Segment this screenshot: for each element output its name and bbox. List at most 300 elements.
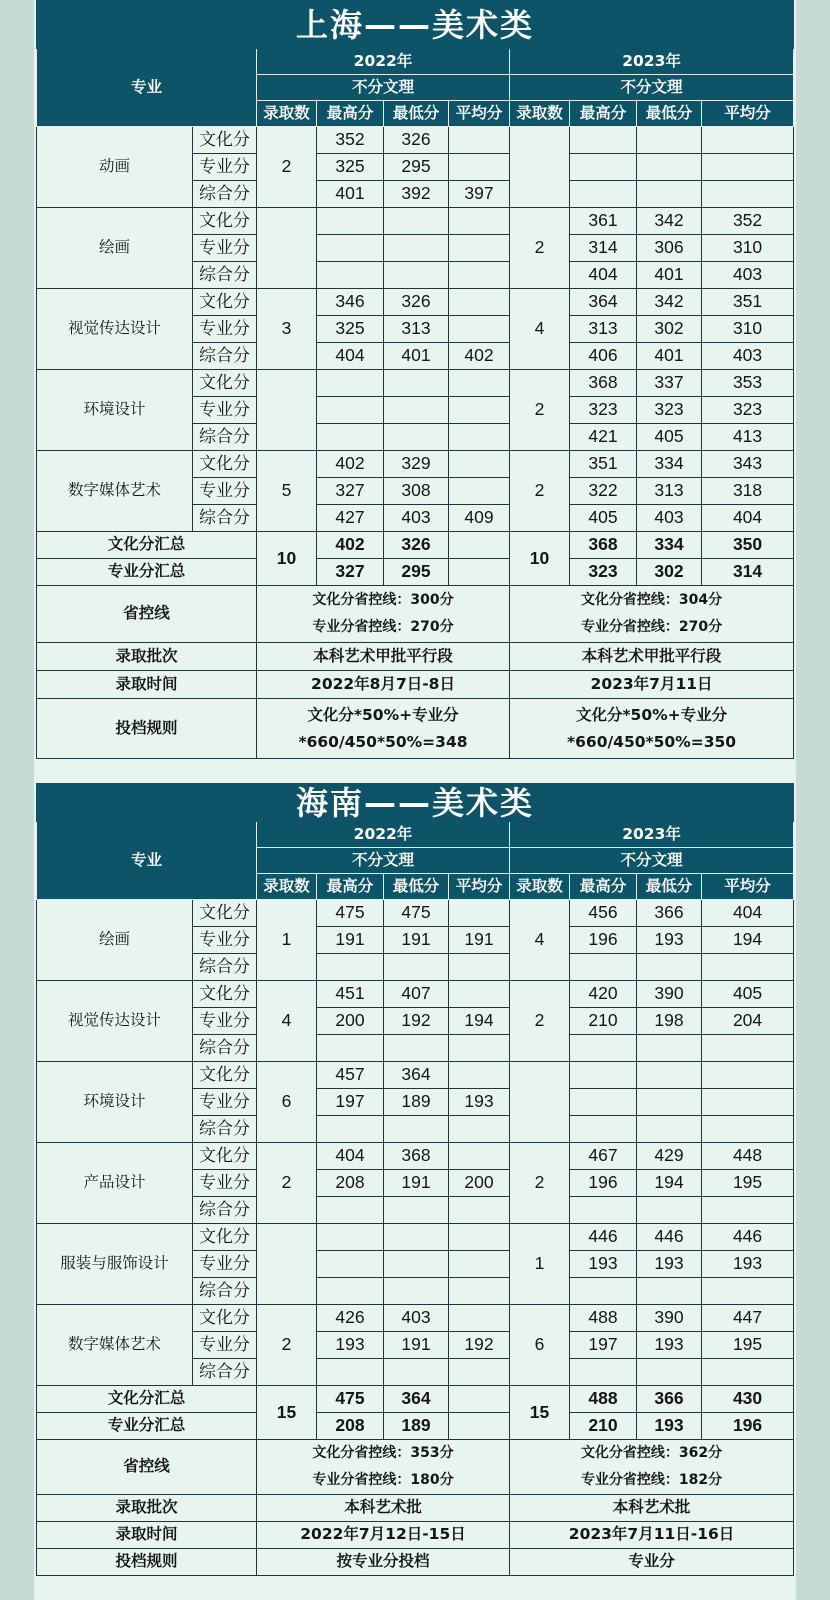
score-type-label: 文化分 [193, 1305, 257, 1332]
score-avg [449, 1251, 510, 1278]
admit-count: 1 [257, 900, 317, 981]
score-avg [449, 900, 510, 927]
admit-count: 1 [510, 1224, 570, 1305]
summary-score: 189 [384, 1413, 449, 1440]
score-max: 427 [317, 505, 384, 532]
score-min: 366 [637, 900, 702, 927]
summary-count: 10 [257, 532, 317, 586]
score-min [637, 127, 702, 154]
no-split-2022: 不分文理 [257, 848, 510, 874]
major-name: 数字媒体艺术 [37, 451, 193, 532]
score-avg [702, 1278, 794, 1305]
table-title: 上海——美术类 [37, 1, 794, 49]
control-line-2022-line-2: 专业分省控线：180分 [312, 1472, 454, 1488]
score-avg: 193 [702, 1251, 794, 1278]
col-avg-2023: 平均分 [702, 874, 794, 900]
score-max: 404 [570, 262, 637, 289]
admit-count: 6 [510, 1305, 570, 1386]
score-max: 193 [570, 1251, 637, 1278]
score-max: 323 [570, 397, 637, 424]
score-min: 390 [637, 1305, 702, 1332]
score-avg: 195 [702, 1332, 794, 1359]
summary-score: 475 [317, 1386, 384, 1413]
year-2023-header: 2023年 [510, 822, 794, 848]
score-avg: 192 [449, 1332, 510, 1359]
col-min-2023: 最低分 [637, 101, 702, 127]
score-min: 194 [637, 1170, 702, 1197]
score-min: 401 [637, 262, 702, 289]
score-min [384, 954, 449, 981]
score-type-label: 文化分 [193, 289, 257, 316]
score-avg [702, 954, 794, 981]
score-max: 197 [570, 1332, 637, 1359]
summary-score: 295 [384, 559, 449, 586]
score-max [317, 1224, 384, 1251]
score-max [570, 1062, 637, 1089]
control-line-2022-line-1: 文化分省控线：300分 [312, 592, 454, 608]
score-type-label: 综合分 [193, 505, 257, 532]
score-max: 404 [317, 343, 384, 370]
score-min [637, 154, 702, 181]
score-type-label: 专业分 [193, 1008, 257, 1035]
score-max [317, 262, 384, 289]
score-min [637, 1062, 702, 1089]
control-line-2022 [257, 1440, 510, 1495]
score-avg [702, 1116, 794, 1143]
score-type-label: 文化分 [193, 208, 257, 235]
score-min: 364 [384, 1062, 449, 1089]
score-max: 364 [570, 289, 637, 316]
score-max: 197 [317, 1089, 384, 1116]
score-min: 306 [637, 235, 702, 262]
summary-score: 327 [317, 559, 384, 586]
score-min: 313 [637, 478, 702, 505]
score-min: 390 [637, 981, 702, 1008]
score-avg: 402 [449, 343, 510, 370]
score-avg: 194 [702, 927, 794, 954]
score-avg [449, 127, 510, 154]
score-max: 402 [317, 451, 384, 478]
score-min: 401 [637, 343, 702, 370]
score-max [570, 1278, 637, 1305]
summary-score: 488 [570, 1386, 637, 1413]
score-avg [449, 235, 510, 262]
score-max [570, 1197, 637, 1224]
score-min [384, 1251, 449, 1278]
batch-2022: 本科艺术甲批平行段 [257, 643, 510, 671]
summary-score: 402 [317, 532, 384, 559]
col-min-2022: 最低分 [384, 874, 449, 900]
score-min [637, 1197, 702, 1224]
score-type-label: 综合分 [193, 1197, 257, 1224]
shanghai-art-admission-table [36, 0, 794, 759]
score-min: 368 [384, 1143, 449, 1170]
summary-score: 326 [384, 532, 449, 559]
score-avg [449, 208, 510, 235]
rule-label: 投档规则 [37, 699, 257, 759]
score-max: 405 [570, 505, 637, 532]
score-type-label: 专业分 [193, 397, 257, 424]
score-avg: 447 [702, 1305, 794, 1332]
rule-2022 [257, 699, 510, 759]
score-max: 325 [317, 316, 384, 343]
score-max: 191 [317, 927, 384, 954]
score-min [384, 424, 449, 451]
rule-2023 [510, 699, 794, 759]
score-avg: 404 [702, 900, 794, 927]
admit-count: 4 [510, 900, 570, 981]
col-max-2022: 最高分 [317, 874, 384, 900]
score-avg [449, 478, 510, 505]
score-avg [449, 1116, 510, 1143]
score-type-label: 专业分 [193, 927, 257, 954]
score-avg: 343 [702, 451, 794, 478]
score-min [384, 1197, 449, 1224]
admit-count [510, 1062, 570, 1143]
admit-count [510, 127, 570, 208]
control-line-2022-line-1: 文化分省控线：353分 [312, 1445, 454, 1461]
score-min: 295 [384, 154, 449, 181]
major-name: 视觉传达设计 [37, 289, 193, 370]
hainan-art-admission-table [36, 783, 794, 1576]
summary-score: 196 [702, 1413, 794, 1440]
score-max: 196 [570, 1170, 637, 1197]
control-line-2023-line-2: 专业分省控线：270分 [580, 619, 723, 635]
score-max: 404 [317, 1143, 384, 1170]
score-min: 401 [384, 343, 449, 370]
score-min [637, 1278, 702, 1305]
summary-score: 302 [637, 559, 702, 586]
rule-2022-line-2: *660/450*50%=348 [298, 732, 468, 751]
year-2022-header: 2022年 [257, 49, 510, 75]
major-name: 数字媒体艺术 [37, 1305, 193, 1386]
score-type-label: 综合分 [193, 1278, 257, 1305]
score-max: 314 [570, 235, 637, 262]
admit-count: 2 [510, 451, 570, 532]
score-avg: 310 [702, 316, 794, 343]
score-min: 191 [384, 1170, 449, 1197]
score-type-label: 文化分 [193, 1062, 257, 1089]
culture-summary-label: 文化分汇总 [37, 1386, 257, 1413]
no-split-2023: 不分文理 [510, 848, 794, 874]
admit-count: 2 [510, 208, 570, 289]
score-type-label: 专业分 [193, 1170, 257, 1197]
score-max [317, 235, 384, 262]
rule-2022-line-1: 文化分*50%+专业分 [307, 705, 459, 724]
score-min: 193 [637, 1251, 702, 1278]
score-min [637, 181, 702, 208]
score-avg [449, 1143, 510, 1170]
score-min: 403 [384, 1305, 449, 1332]
score-type-label: 综合分 [193, 1035, 257, 1062]
score-min [637, 1359, 702, 1386]
score-avg [449, 1359, 510, 1386]
summary-score: 208 [317, 1413, 384, 1440]
control-line-label: 省控线 [37, 1440, 257, 1495]
score-min: 313 [384, 316, 449, 343]
batch-2023: 本科艺术甲批平行段 [510, 643, 794, 671]
score-min: 326 [384, 289, 449, 316]
score-min: 407 [384, 981, 449, 1008]
score-min: 189 [384, 1089, 449, 1116]
year-2023-header: 2023年 [510, 49, 794, 75]
score-avg: 403 [702, 343, 794, 370]
score-avg [449, 1197, 510, 1224]
year-2022-header: 2022年 [257, 822, 510, 848]
score-min: 429 [637, 1143, 702, 1170]
summary-score: 210 [570, 1413, 637, 1440]
rule-2022: 按专业分投档 [257, 1549, 510, 1576]
score-min [637, 1089, 702, 1116]
score-max: 352 [317, 127, 384, 154]
score-avg [449, 981, 510, 1008]
col-max-2023: 最高分 [570, 874, 637, 900]
col-max-2022: 最高分 [317, 101, 384, 127]
score-avg [449, 289, 510, 316]
score-max [317, 1197, 384, 1224]
major-name: 服装与服饰设计 [37, 1224, 193, 1305]
no-split-2023: 不分文理 [510, 75, 794, 101]
score-min: 192 [384, 1008, 449, 1035]
major-name: 绘画 [37, 900, 193, 981]
rule-2023: 专业分 [510, 1549, 794, 1576]
admit-count: 6 [257, 1062, 317, 1143]
admit-count: 4 [257, 981, 317, 1062]
summary-count: 15 [510, 1386, 570, 1440]
score-avg [449, 954, 510, 981]
score-type-label: 专业分 [193, 1332, 257, 1359]
score-max [317, 1116, 384, 1143]
col-avg-2022: 平均分 [449, 874, 510, 900]
score-min: 198 [637, 1008, 702, 1035]
score-max: 200 [317, 1008, 384, 1035]
major-name: 环境设计 [37, 370, 193, 451]
score-max [570, 1089, 637, 1116]
score-avg [702, 1062, 794, 1089]
score-min [384, 208, 449, 235]
summary-score: 323 [570, 559, 637, 586]
score-min [384, 1035, 449, 1062]
control-line-2022-line-2: 专业分省控线：270分 [312, 619, 454, 635]
major-name: 绘画 [37, 208, 193, 289]
major-header: 专业 [37, 822, 257, 900]
admit-count: 2 [510, 981, 570, 1062]
score-avg: 353 [702, 370, 794, 397]
score-avg: 403 [702, 262, 794, 289]
score-max [317, 954, 384, 981]
admit-count: 2 [257, 1305, 317, 1386]
score-avg: 310 [702, 235, 794, 262]
time-2022: 2022年8月7日-8日 [257, 671, 510, 699]
col-count-2023: 录取数 [510, 874, 570, 900]
score-min [384, 262, 449, 289]
score-max: 351 [570, 451, 637, 478]
batch-2023: 本科艺术批 [510, 1495, 794, 1522]
score-type-label: 综合分 [193, 1359, 257, 1386]
summary-score: 364 [384, 1386, 449, 1413]
col-count-2023: 录取数 [510, 101, 570, 127]
time-label: 录取时间 [37, 1522, 257, 1549]
admit-count: 2 [510, 1143, 570, 1224]
time-2023: 2023年7月11日 [510, 671, 794, 699]
score-type-label: 专业分 [193, 478, 257, 505]
rule-label: 投档规则 [37, 1549, 257, 1576]
score-avg: 191 [449, 927, 510, 954]
summary-score: 314 [702, 559, 794, 586]
score-min [384, 1116, 449, 1143]
score-max: 401 [317, 181, 384, 208]
summary-score [449, 559, 510, 586]
score-avg [449, 316, 510, 343]
major-summary-label: 专业分汇总 [37, 1413, 257, 1440]
score-avg: 397 [449, 181, 510, 208]
score-avg: 448 [702, 1143, 794, 1170]
time-2022: 2022年7月12日-15日 [257, 1522, 510, 1549]
score-avg [449, 397, 510, 424]
batch-label: 录取批次 [37, 643, 257, 671]
control-line-label: 省控线 [37, 586, 257, 643]
score-min [637, 1116, 702, 1143]
score-avg [449, 154, 510, 181]
score-max: 451 [317, 981, 384, 1008]
score-min: 334 [637, 451, 702, 478]
score-avg [449, 1062, 510, 1089]
admit-count: 2 [257, 127, 317, 208]
score-avg [702, 1359, 794, 1386]
control-line-2023-line-1: 文化分省控线：304分 [580, 592, 723, 608]
summary-score: 430 [702, 1386, 794, 1413]
score-max: 457 [317, 1062, 384, 1089]
score-max: 208 [317, 1170, 384, 1197]
admit-count [257, 1224, 317, 1305]
score-avg [449, 370, 510, 397]
score-max: 368 [570, 370, 637, 397]
score-avg: 195 [702, 1170, 794, 1197]
score-min: 392 [384, 181, 449, 208]
admit-count: 4 [510, 289, 570, 370]
admit-count: 2 [510, 370, 570, 451]
score-min: 337 [637, 370, 702, 397]
admit-count: 2 [257, 1143, 317, 1224]
score-max [317, 1278, 384, 1305]
control-line-2022 [257, 586, 510, 643]
summary-score [449, 1413, 510, 1440]
score-type-label: 文化分 [193, 127, 257, 154]
admit-count [257, 370, 317, 451]
score-max: 193 [317, 1332, 384, 1359]
summary-count: 10 [510, 532, 570, 586]
score-min [384, 235, 449, 262]
admit-count: 5 [257, 451, 317, 532]
control-line-2023-line-1: 文化分省控线：362分 [580, 1445, 723, 1461]
score-max: 421 [570, 424, 637, 451]
summary-score [449, 532, 510, 559]
score-max [317, 1251, 384, 1278]
score-max: 426 [317, 1305, 384, 1332]
col-count-2022: 录取数 [257, 874, 317, 900]
score-type-label: 专业分 [193, 235, 257, 262]
summary-score: 366 [637, 1386, 702, 1413]
score-min: 446 [637, 1224, 702, 1251]
admit-count: 3 [257, 289, 317, 370]
score-min: 403 [637, 505, 702, 532]
score-min: 342 [637, 208, 702, 235]
score-max [317, 1035, 384, 1062]
score-max: 420 [570, 981, 637, 1008]
batch-label: 录取批次 [37, 1495, 257, 1522]
col-min-2023: 最低分 [637, 874, 702, 900]
score-type-label: 专业分 [193, 154, 257, 181]
score-max [317, 1359, 384, 1386]
summary-score: 334 [637, 532, 702, 559]
score-min: 191 [384, 927, 449, 954]
score-avg [449, 1305, 510, 1332]
summary-score: 368 [570, 532, 637, 559]
score-min: 342 [637, 289, 702, 316]
score-type-label: 文化分 [193, 370, 257, 397]
score-max [570, 1116, 637, 1143]
score-min: 191 [384, 1332, 449, 1359]
score-avg: 351 [702, 289, 794, 316]
score-max: 325 [317, 154, 384, 181]
score-max [570, 154, 637, 181]
score-type-label: 综合分 [193, 181, 257, 208]
score-min: 308 [384, 478, 449, 505]
score-min [384, 1359, 449, 1386]
score-avg [702, 1089, 794, 1116]
culture-summary-label: 文化分汇总 [37, 532, 257, 559]
score-avg [449, 1035, 510, 1062]
score-avg [449, 451, 510, 478]
score-avg [702, 181, 794, 208]
major-name: 动画 [37, 127, 193, 208]
score-min: 329 [384, 451, 449, 478]
score-min: 403 [384, 505, 449, 532]
score-avg: 405 [702, 981, 794, 1008]
score-min [384, 1278, 449, 1305]
summary-score: 350 [702, 532, 794, 559]
score-max: 313 [570, 316, 637, 343]
score-avg [702, 1197, 794, 1224]
batch-2022: 本科艺术批 [257, 1495, 510, 1522]
rule-2023-line-1: 文化分*50%+专业分 [575, 705, 728, 724]
score-avg: 194 [449, 1008, 510, 1035]
control-line-2023 [510, 1440, 794, 1495]
summary-score [449, 1386, 510, 1413]
score-max: 196 [570, 927, 637, 954]
score-type-label: 综合分 [193, 343, 257, 370]
col-min-2022: 最低分 [384, 101, 449, 127]
score-avg: 200 [449, 1170, 510, 1197]
score-type-label: 综合分 [193, 424, 257, 451]
score-avg [449, 262, 510, 289]
score-avg [449, 1224, 510, 1251]
admit-count [257, 208, 317, 289]
col-count-2022: 录取数 [257, 101, 317, 127]
score-max: 467 [570, 1143, 637, 1170]
score-min [637, 1035, 702, 1062]
score-avg: 413 [702, 424, 794, 451]
summary-count: 15 [257, 1386, 317, 1440]
major-header: 专业 [37, 49, 257, 127]
score-min: 193 [637, 1332, 702, 1359]
score-max [317, 397, 384, 424]
score-avg: 193 [449, 1089, 510, 1116]
score-type-label: 专业分 [193, 1089, 257, 1116]
score-min: 405 [637, 424, 702, 451]
score-min [384, 370, 449, 397]
score-max [317, 424, 384, 451]
